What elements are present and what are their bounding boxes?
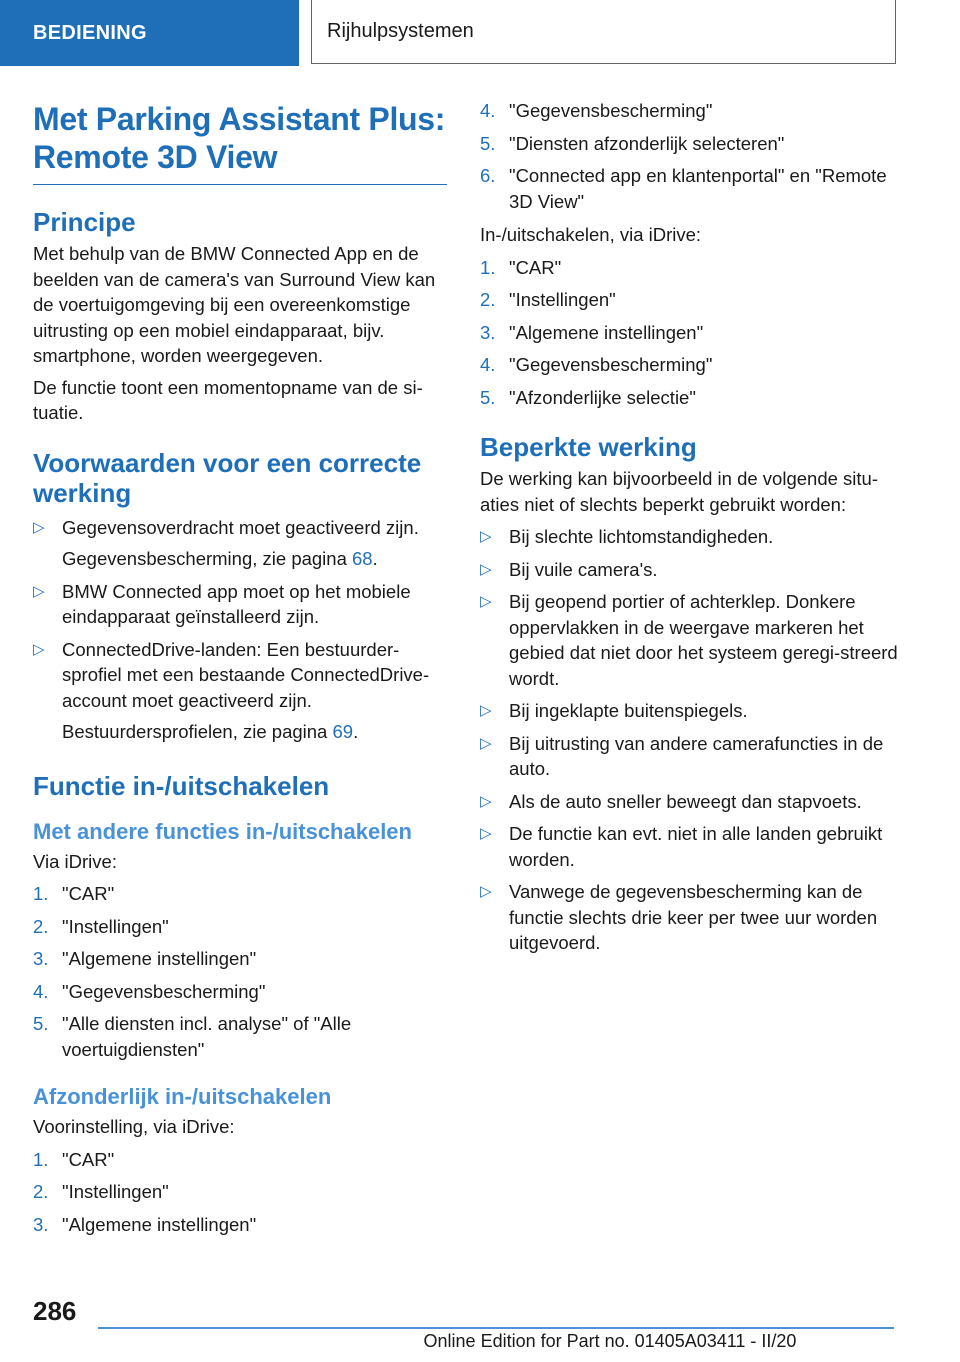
- list-item: 2. "Instellingen": [33, 1181, 169, 1202]
- beperkte-intro: De werking kan bijvoorbeeld in de volgende situ-aties niet of slechts beperkt gebruikt worden:: [480, 468, 878, 515]
- bullet-triangle-icon: ▷: [480, 593, 492, 610]
- principe-paragraph-2: De functie toont een momentopname van de si-tuatie.: [33, 376, 423, 423]
- bullet-triangle-icon: ▷: [480, 883, 492, 900]
- voorinstelling-label: Voorinstelling, via iDrive:: [33, 1116, 235, 1137]
- afzonderlijk-steps-continued: [480, 98, 900, 214]
- page-title-line1: Met Parking Assistant Plus:: [33, 101, 446, 137]
- title-divider: [33, 184, 447, 185]
- list-item: 6. "Connected app en klantenportal" en "Remote 3D View": [480, 165, 887, 212]
- list-item: ▷ De functie kan evt. niet in alle landen gebruikt worden.: [480, 823, 883, 870]
- bullet-triangle-icon: ▷: [480, 702, 492, 719]
- page-title-line2: Remote 3D View: [33, 139, 278, 175]
- bullet-triangle-icon: ▷: [480, 825, 492, 842]
- inuit-label: In-/uitschakelen, via iDrive:: [480, 224, 702, 245]
- left-column: [33, 100, 447, 1237]
- functie-heading: Functie in-/uitschakelen: [33, 770, 330, 801]
- bullet-triangle-icon: ▷: [33, 640, 45, 658]
- list-item: 5. "Alle diensten incl. analyse" of "Alle voertuigdiensten": [33, 1013, 352, 1060]
- right-column: [480, 100, 900, 956]
- page-number: 286: [33, 1296, 77, 1326]
- page-link-68[interactable]: 68: [352, 548, 373, 569]
- list-item: 1. "CAR": [33, 1148, 115, 1170]
- footer-edition: Online Edition for Part no. 01405A03411 - II/20: [423, 1331, 797, 1351]
- list-item: 1. "CAR": [33, 883, 115, 904]
- cross-reference: Gegevensbescherming, zie pagina 68.: [62, 548, 378, 569]
- chapter-title: Rijhulpsystemen: [311, 0, 896, 64]
- inuit-steps: [480, 255, 900, 411]
- list-item: 1. "CAR": [480, 256, 562, 278]
- list-item: ▷ Als de auto sneller beweegt dan stapvoets.: [480, 789, 900, 815]
- beperkte-list: [480, 524, 900, 956]
- list-item: ▷ BMW Connected app moet op het mobiele eindapparaat geïnstalleerd zijn.: [33, 580, 411, 627]
- met-andere-heading: Met andere functies in-/uitschakelen: [33, 818, 412, 844]
- list-item: ▷ Bij slechte lichtomstandigheden.: [480, 524, 900, 550]
- list-item: ▷ Vanwege de gegevensbescherming kan de functie slechts drie keer per twee uur worden uitgevoerd.: [480, 881, 878, 953]
- list-item: ▷ Bij uitrusting van andere camerafuncties in de auto.: [480, 732, 884, 779]
- list-item: ▷ Bij geopend portier of achterklep. Donkere oppervlakken in de weergave markeren het gebied dat niet door het systeem geregi-streerd wordt.: [480, 591, 898, 689]
- bullet-triangle-icon: ▷: [480, 734, 492, 752]
- list-item: 3. "Algemene instellingen": [480, 321, 704, 343]
- bullet-triangle-icon: ▷: [480, 792, 492, 810]
- page-header: [0, 0, 960, 66]
- bullet-triangle-icon: ▷: [33, 582, 45, 600]
- list-item: ▷ ConnectedDrive-landen: Een bestuurder-sprofiel met een bestaande ConnectedDrive-account moet geactiveerd zijn. Bestuurdersprofielen, zie pagina 69.: [33, 637, 447, 745]
- list-item: ▷ Bij vuile camera's.: [480, 557, 900, 583]
- cross-reference: Bestuurdersprofielen, zie pagina 69.: [62, 721, 359, 742]
- page-title: [33, 100, 447, 176]
- principe-heading: Principe: [33, 207, 136, 237]
- list-item: 4. "Gegevensbescherming": [480, 100, 713, 121]
- list-item: ▷ Bij ingeklapte buitenspiegels.: [480, 698, 900, 724]
- list-item: 3. "Algemene instellingen": [33, 1213, 257, 1235]
- list-item: ▷ Gegevensoverdracht moet geactiveerd zijn. Gegevensbescherming, zie pagina 68.: [33, 515, 447, 572]
- list-item: 2. "Instellingen": [33, 915, 169, 937]
- page-link-69[interactable]: 69: [332, 721, 354, 742]
- footer-divider: [98, 1327, 894, 1329]
- afzonderlijk-steps: [33, 1147, 447, 1238]
- bullet-triangle-icon: ▷: [480, 560, 492, 578]
- section-tab: BEDIENING: [0, 0, 299, 66]
- list-item: 2. "Instellingen": [480, 289, 616, 310]
- list-item: 5. "Diensten afzonderlijk selecteren": [480, 132, 785, 154]
- beperkte-heading: Beperkte werking: [480, 432, 697, 462]
- list-item: 4. "Gegevensbescherming": [480, 354, 713, 375]
- met-andere-steps: [33, 881, 447, 1062]
- voorwaarden-heading: Voorwaarden voor een correcte werking: [33, 447, 422, 508]
- afzonderlijk-heading: Afzonderlijk in-/uitschakelen: [33, 1084, 332, 1109]
- bullet-triangle-icon: ▷: [33, 518, 45, 536]
- voorwaarden-list: [33, 515, 447, 745]
- principe-paragraph-1: Met behulp van de BMW Connected App en de beelden van de camera's van Surround View kan de voertuigomgeving bij een overeenkomstige uitrusting op een mobiel eindapparaat, bijv. smartphone, worden weergegeven.: [33, 243, 436, 366]
- bullet-triangle-icon: ▷: [480, 528, 492, 545]
- via-idrive-label: Via iDrive:: [33, 850, 117, 872]
- list-item: 4. "Gegevensbescherming": [33, 980, 266, 1002]
- list-item: 3. "Algemene instellingen": [33, 948, 257, 969]
- list-item: 5. "Afzonderlijke selectie": [480, 386, 696, 408]
